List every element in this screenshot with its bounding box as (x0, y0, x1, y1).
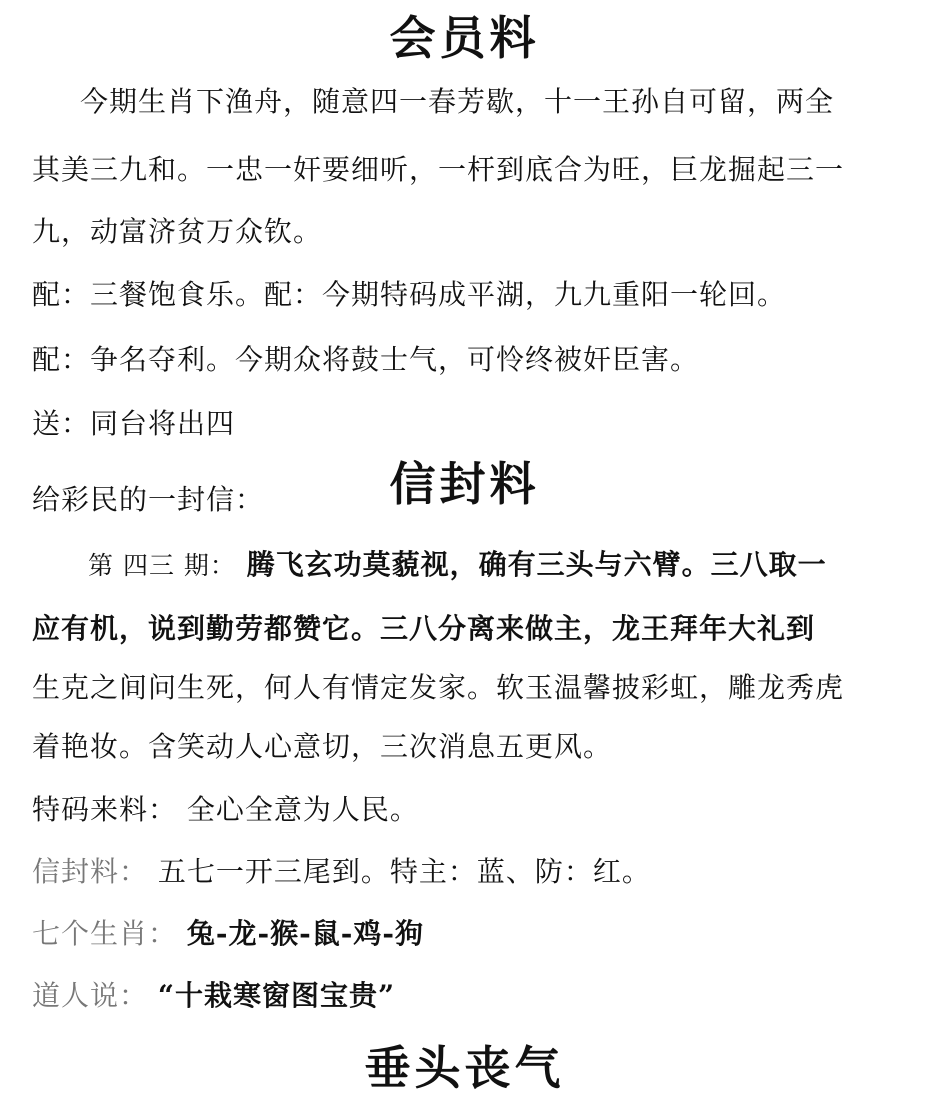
letter-line-3: 生克之间问生死，何人有情定发家。软玉温馨披彩虹，雕龙秀虎 (32, 671, 845, 704)
letter-text-1: 腾飞玄功莫藐视，确有三头与六臂。三八取一 (246, 548, 827, 581)
letter-line-1 (88, 545, 918, 586)
qixiao-label: 七个生肖： (32, 917, 178, 950)
title-huiyuanliao: 会员料 (389, 11, 540, 65)
tema-text: 全心全意为人民。 (186, 793, 419, 826)
verse-line-2: 其美三九和。一忠一奸要细听，一杆到底合为旺，巨龙掘起三一 (32, 153, 845, 186)
tema-label: 特码来料： (32, 793, 178, 826)
title-xinfengliao: 信封料 (389, 457, 540, 511)
said-line (32, 976, 912, 1016)
song-line: 送：同台将出四 (32, 407, 236, 440)
verse-line-1: 今期生肖下渔舟，随意四一春芳歇，十一王孙自可留，两全 (80, 85, 835, 118)
letter-line-2: 应有机，说到勤劳都赞它。三八分离来做主，龙王拜年大礼到 (32, 612, 816, 645)
pei-line-2: 配：争名夺利。今期众将鼓士气，可怜终被奸臣害。 (32, 343, 700, 376)
letter-label: 给彩民的一封信： (32, 483, 265, 516)
qixiao-line (32, 914, 912, 954)
said-text: “十栽寒窗图宝贵” (157, 979, 396, 1012)
period-label: 第 四三 期： (88, 551, 236, 580)
pei-line-1: 配：三餐饱食乐。配：今期特码成平湖，九九重阳一轮回。 (32, 278, 787, 311)
qixiao-text: 兔-龙-猴-鼠-鸡-狗 (186, 917, 425, 950)
xinfeng-label: 信封料： (32, 855, 149, 888)
verse-line-3: 九，动富济贫万众钦。 (32, 215, 323, 248)
xinfeng-text: 五七一开三尾到。特主：蓝、防：红。 (157, 855, 651, 888)
said-label: 道人说： (32, 979, 149, 1012)
tema-line (32, 790, 912, 830)
letter-line-4: 着艳妆。含笑动人心意切，三次消息五更风。 (32, 730, 613, 763)
title-chuitousangqi: 垂头丧气 (364, 1041, 565, 1095)
xinfeng-line (32, 852, 912, 892)
